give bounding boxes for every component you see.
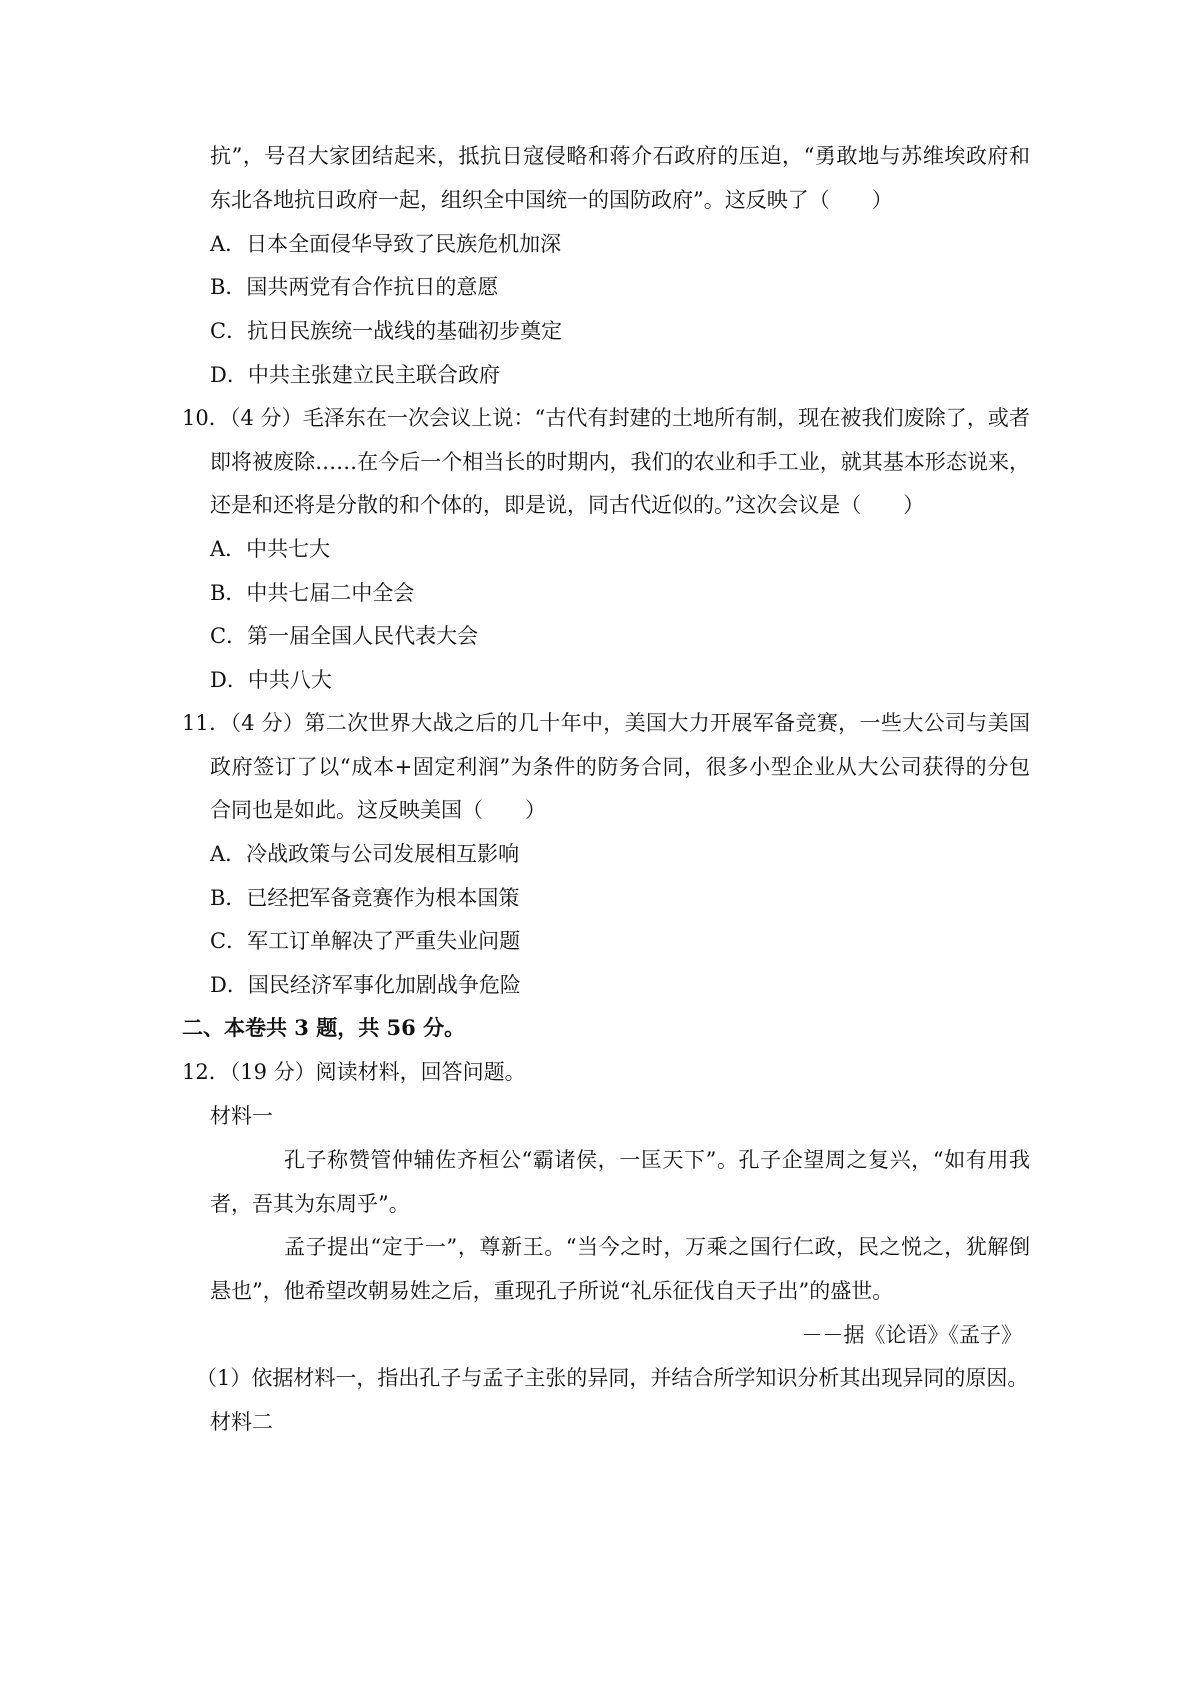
q9-stem-text: 抗”，号召大家团结起来，抵抗日寇侵略和蒋介石政府的压迫，“勇敢地与苏维埃政府和 [210, 144, 1030, 168]
material-label: 材料一 [210, 1104, 273, 1128]
q11-stem-text: 11．（4 分）第二次世界大战之后的几十年中，美国大力开展军备竞赛，一些大公司与美国 [182, 711, 1030, 735]
q11-stem-line [0, 709, 1200, 737]
q10-stem-line: 还是和还将是分散的和个体的，即是说，同古代近似的。”这次会议是（ ） [210, 493, 925, 517]
material1-paragraph-line [0, 1146, 1200, 1174]
material1-paragraph-line: 悬也”，他希望改朝易姓之后，重现孔子所说“礼乐征伐自天子出”的盛世。 [210, 1279, 894, 1303]
q11-stem-line: 合同也是如此。这反映美国（ ） [210, 798, 546, 822]
q10-option-a: A．中共七大 [210, 537, 331, 561]
q11-option-d: D．国民经济军事化加剧战争危险 [210, 973, 521, 997]
q9-option-a: A．日本全面侵华导致了民族危机加深 [210, 232, 562, 256]
q10-stem-text: 即将被废除……在今后一个相当长的时期内，我们的农业和手工业，就其基本形态说来， [210, 450, 1030, 474]
section-heading: 二、本卷共 3 题，共 56 分。 [182, 1015, 466, 1040]
q10-option-b: B．中共七届二中全会 [210, 581, 415, 605]
material-label: 材料二 [210, 1410, 273, 1434]
q10-option-d: D．中共八大 [210, 668, 332, 692]
q11-stem-text: 政府签订了以“成本+固定利润”为条件的防务合同，很多小型企业从大公司获得的分包 [210, 755, 1030, 779]
material1-source: －－据《论语》《孟子》 [801, 1323, 1022, 1347]
q9-option-c: C．抗日民族统一战线的基础初步奠定 [210, 319, 563, 343]
q11-option-c: C．军工订单解决了严重失业问题 [210, 929, 521, 953]
material1-paragraph-text: 孟子提出“定于一”，尊新王。“当今之时，万乘之国行仁政，民之悦之，犹解倒 [284, 1235, 1030, 1259]
q11-option-b: B．已经把军备竞赛作为根本国策 [210, 886, 520, 910]
q11-stem-line [0, 753, 1200, 781]
q9-option-d: D．中共主张建立民主联合政府 [210, 363, 500, 387]
q11-option-a: A．冷战政策与公司发展相互影响 [210, 842, 520, 866]
q10-stem-text: 10．（4 分）毛泽东在一次会议上说：“古代有封建的土地所有制，现在被我们废除了，或者 [182, 406, 1030, 430]
q12-stem: 12．（19 分）阅读材料，回答问题。 [182, 1060, 526, 1084]
q10-stem-line [0, 448, 1200, 476]
q12-subquestion-1: （1）依据材料一，指出孔子与孟子主张的异同，并结合所学知识分析其出现异同的原因。 [196, 1366, 1029, 1390]
q10-option-c: C．第一届全国人民代表大会 [210, 624, 479, 648]
q9-stem-line [0, 142, 1200, 170]
material1-paragraph-text: 孔子称赞管仲辅佐齐桓公“霸诸侯，一匡天下”。孔子企望周之复兴，“如有用我 [284, 1148, 1030, 1172]
q9-stem-line: 东北各地抗日政府一起，组织全中国统一的国防政府”。这反映了（ ） [210, 188, 893, 212]
q10-stem-line [0, 404, 1200, 432]
material1-paragraph-line: 者，吾其为东周乎”。 [210, 1192, 410, 1216]
material1-paragraph-line [0, 1233, 1200, 1261]
q9-option-b: B．国共两党有合作抗日的意愿 [210, 275, 499, 299]
